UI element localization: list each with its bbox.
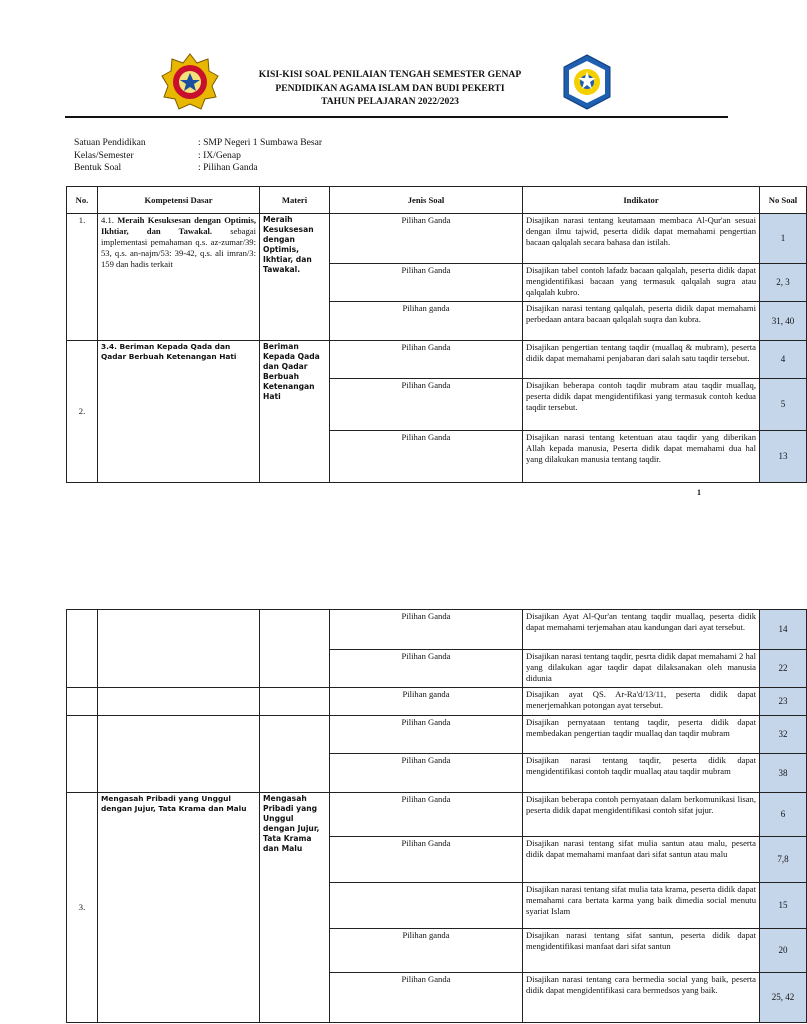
row-number: 3. <box>67 793 98 1023</box>
nomor-soal: 22 <box>760 650 807 688</box>
table-row <box>67 716 807 754</box>
indikator: Disajikan narasi tentang taqdir, peserta didik dapat mengidentifikasi contoh taqdir muallaq atau taqdir mubram <box>523 754 760 793</box>
identity-block <box>74 137 418 175</box>
row-number: 2. <box>67 341 98 483</box>
jenis-soal: Pilihan Ganda <box>330 650 523 688</box>
kompetensi-dasar <box>98 214 260 341</box>
nomor-soal: 14 <box>760 610 807 650</box>
header-divider <box>65 116 728 118</box>
column-header-jenis-soal: Jenis Soal <box>330 187 523 214</box>
kisi-table-page-1 <box>66 186 807 483</box>
kd-title: Meraih Kesuksesan dengan Optimis, Ikhtiar, dan Tawakal. <box>101 215 256 236</box>
jenis-soal: Pilihan Ganda <box>330 837 523 883</box>
nomor-soal: 6 <box>760 793 807 837</box>
table-row <box>67 341 807 379</box>
ministry-logo <box>558 53 616 111</box>
row-number <box>67 688 98 716</box>
kd-prefix: 4.1. <box>101 215 118 225</box>
table-row <box>67 688 807 716</box>
indikator: Disajikan Ayat Al-Qur'an tentang taqdir muallaq, peserta didik dapat memahami terjemahan atau kandungan dari ayat tersebut. <box>523 610 760 650</box>
kompetensi-dasar <box>98 688 260 716</box>
nomor-soal: 38 <box>760 754 807 793</box>
nomor-soal: 31, 40 <box>760 302 807 341</box>
jenis-soal: Pilihan Ganda <box>330 341 523 379</box>
nomor-soal: 25, 42 <box>760 973 807 1023</box>
kompetensi-dasar <box>98 610 260 688</box>
kompetensi-dasar: 3.4. Beriman Kepada Qada dan Qadar Berbuah Ketenangan Hati <box>98 341 260 483</box>
identity-value: : SMP Negeri 1 Sumbawa Besar <box>198 137 323 148</box>
materi: Beriman Kepada Qada dan Qadar Berbuah Ketenangan Hati <box>260 341 330 483</box>
column-header-kompetensi: Kompetensi Dasar <box>98 187 260 214</box>
indikator: Disajikan pernyataan tentang taqdir, peserta didik dapat membedakan pengertian taqdir muallaq dan taqdir mubram <box>523 716 760 754</box>
indikator: Disajikan narasi tentang sifat mulia santun atau malu, peserta didik dapat memahami manfaat dari sifat santun atau malu <box>523 837 760 883</box>
jenis-soal: Pilihan Ganda <box>330 379 523 431</box>
jenis-soal: Pilihan ganda <box>330 688 523 716</box>
jenis-soal: Pilihan Ganda <box>330 214 523 264</box>
indikator: Disajikan narasi tentang cara bermedia social yang baik, peserta didik dapat mengidentifikasi cara bermedsos yang baik. <box>523 973 760 1023</box>
nomor-soal: 7,8 <box>760 837 807 883</box>
identity-label: Bentuk Soal <box>74 162 122 173</box>
indikator: Disajikan narasi tentang sifat santun, peserta didik dapat mengidentifikasi manfaat dari sifat santun <box>523 929 760 973</box>
nomor-soal: 4 <box>760 341 807 379</box>
document-title <box>225 68 555 109</box>
jenis-soal <box>330 883 523 929</box>
jenis-soal: Pilihan Ganda <box>330 264 523 302</box>
nomor-soal: 2, 3 <box>760 264 807 302</box>
nomor-soal: 32 <box>760 716 807 754</box>
identity-label: Satuan Pendidikan <box>74 137 146 148</box>
nomor-soal: 20 <box>760 929 807 973</box>
column-header-indikator: Indikator <box>523 187 760 214</box>
title-line-2: PENDIDIKAN AGAMA ISLAM DAN BUDI PEKERTI <box>275 82 505 94</box>
indikator: Disajikan narasi tentang taqdir, pesrta didik dapat memahami 2 hal yang dilakukan agar taqdir dapat dilaksanakan oleh manusia didunia <box>523 650 760 688</box>
column-header-no-soal: No Soal <box>760 187 807 214</box>
document-page-1 <box>0 0 798 512</box>
table-row <box>67 793 807 837</box>
indikator: Disajikan beberapa contoh taqdir mubram atau taqdir muallaq, peserta didik dapat mengidentifikasi yang termasuk contoh kedua taqdir tersebut. <box>523 379 760 431</box>
identity-label: Kelas/Semester <box>74 149 134 161</box>
kompetensi-dasar: Mengasah Pribadi yang Unggul dengan Jujur, Tata Krama dan Malu <box>98 793 260 1023</box>
document-header <box>65 52 729 118</box>
materi <box>260 688 330 716</box>
table-row <box>67 610 807 650</box>
jenis-soal: Pilihan Ganda <box>330 754 523 793</box>
identity-value: : Pilihan Ganda <box>198 162 258 173</box>
jenis-soal: Pilihan Ganda <box>330 431 523 483</box>
materi <box>260 716 330 793</box>
indikator: Disajikan narasi tentang ketentuan atau taqdir yang diberikan Allah kepada manusia, Peserta didik dapat memahami dua hal yang dilakukan manusia tentang taqdir. <box>523 431 760 483</box>
nomor-soal: 13 <box>760 431 807 483</box>
materi: Mengasah Pribadi yang Unggul dengan Jujur, Tata Krama dan Malu <box>260 793 330 1023</box>
school-logo <box>161 53 219 111</box>
column-header-no: No. <box>67 187 98 214</box>
row-number <box>67 610 98 688</box>
jenis-soal: Pilihan ganda <box>330 302 523 341</box>
identity-row <box>74 150 418 163</box>
kisi-table-page-2 <box>66 609 807 1023</box>
indikator: Disajikan narasi tentang keutamaan membaca Al-Qur'an sesuai dengan ilmu tajwid, peserta didik dapat memahami pengertian bacaan qalqalah secara bahasa dan istilah. <box>523 214 760 264</box>
document-page-2 <box>0 602 795 1024</box>
row-number: 1. <box>67 214 98 341</box>
row-number <box>67 716 98 793</box>
indikator: Disajikan narasi tentang sifat mulia tata krama, peserta didik dapat memahami cara bertata karma yang baik dimedia social menutu syariat Islam <box>523 883 760 929</box>
indikator: Disajikan narasi tentang qalqalah, peserta didik dapat memahami perbedaan antara bacaan qalqalah suqra dan kubra. <box>523 302 760 341</box>
title-line-3: TAHUN PELAJARAN 2022/2023 <box>321 96 459 107</box>
title-line-1: KISI-KISI SOAL PENILAIAN TENGAH SEMESTER GENAP <box>258 69 522 80</box>
nomor-soal: 15 <box>760 883 807 929</box>
identity-row <box>74 137 418 150</box>
identity-value: : IX/Genap <box>198 149 241 161</box>
materi <box>260 610 330 688</box>
page-gap <box>0 512 768 602</box>
indikator: Disajikan beberapa contoh pernyataan dalam berkomunikasi lisan, peserta didik dapat mengidentifikasi contoh sifat jujur. <box>523 793 760 837</box>
jenis-soal: Pilihan Ganda <box>330 793 523 837</box>
nomor-soal: 23 <box>760 688 807 716</box>
jenis-soal: Pilihan ganda <box>330 929 523 973</box>
table-header-row <box>67 187 807 214</box>
kd-description: sebagai implementasi pemahaman q.s. az-zumar/39: 53, q.s. an-najm/53: 39-42, q.s. ali imran/3: 159 dan hadis terkait <box>101 226 256 269</box>
indikator: Disajikan pengertian tentang taqdir (muallaq & mubram), peserta didik dapat memahami penjabaran dari salah satu taqdir tersebut. <box>523 341 760 379</box>
indikator: Disajikan ayat QS. Ar-Ra'd/13/11, peserta didik dapat menerjemahkan potongan ayat tersebut. <box>523 688 760 716</box>
indikator: Disajikan tabel contoh lafadz bacaan qalqalah, peserta didik dapat mengidentifikasi bacaan yang termasuk qalqalah sugra atau qalqalah kubro. <box>523 264 760 302</box>
nomor-soal: 1 <box>760 214 807 264</box>
materi: Meraih Kesuksesan dengan Optimis, Ikhtiar, dan Tawakal. <box>260 214 330 341</box>
column-header-materi: Materi <box>260 187 330 214</box>
jenis-soal: Pilihan Ganda <box>330 716 523 754</box>
jenis-soal: Pilihan Ganda <box>330 610 523 650</box>
page-number: 1 <box>697 488 701 497</box>
nomor-soal: 5 <box>760 379 807 431</box>
identity-row <box>74 162 418 175</box>
jenis-soal: Pilihan Ganda <box>330 973 523 1023</box>
table-row <box>67 214 807 264</box>
kompetensi-dasar <box>98 716 260 793</box>
